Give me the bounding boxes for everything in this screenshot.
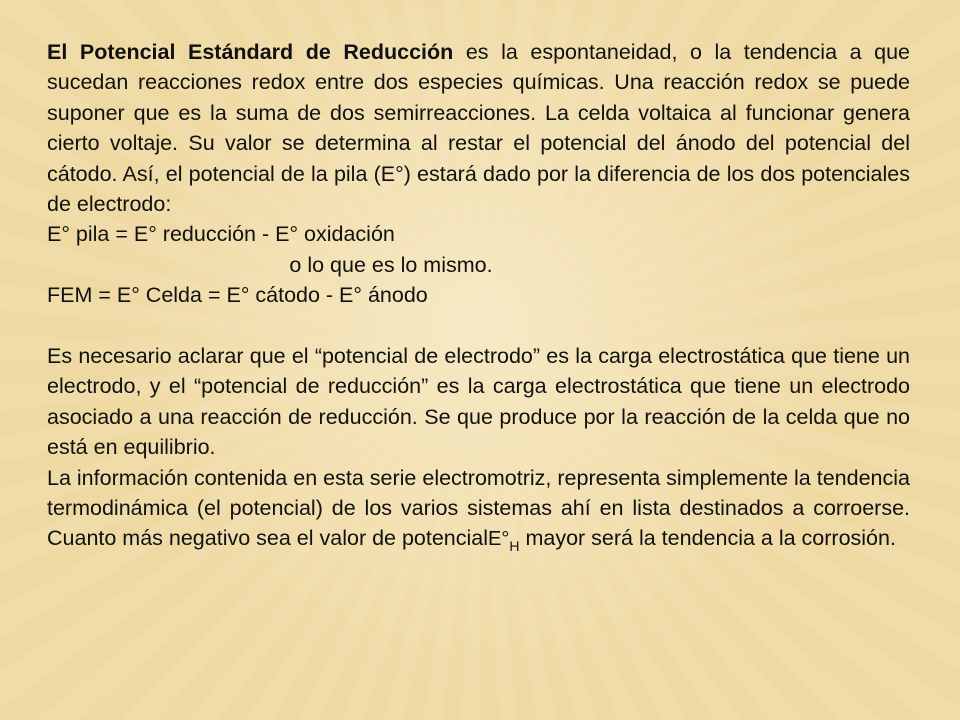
electromotive-series-paragraph [47,463,910,562]
formula-pila: E° pila = E° reducción - E° oxidación [47,222,395,247]
electrode-potential-paragraph: Es necesario aclarar que el “potencial de electrodo” es la carga electrostática que tiene un electrodo, y el “potencial de reducción” es la carga electrostática que tiene un electrodo asociado a una reacción de reducción. Se que produce por la reacción de la celda que no está en equilibrio. [47,344,910,460]
paragraph-spacer [47,311,910,341]
formula-connector: o lo que es lo mismo. [289,252,493,277]
potential-symbol: E° [488,528,510,551]
electromotive-series-tail: mayor será la tendencia a la corrosión. [519,526,896,551]
intro-bold-term: El Potencial Estándard de Reducción [47,40,454,64]
formula-fem: FEM = E° Celda = E° cátodo - E° ánodo [47,283,428,308]
intro-paragraph [47,37,910,219]
potential-subscript: H [509,538,520,555]
electromotive-series-text: La información contenida en esta serie electromotriz, representa simplemente la tendencia termodinámica (el potencial) de los varios sistemas ahí en lista destinados a corroerse. Cuanto más negativo sea el valor de potencial [47,465,910,551]
slide-content [47,37,910,562]
intro-text: es la espontaneidad, o la tendencia a que sucedan reacciones redox entre dos especies químicas. Una reacción redox se puede suponer que es la suma de dos semirreacciones. La celda voltaica al funcionar genera cierto voltaje. Su valor se determina al restar el potencial del ánodo del potencial del cátodo. Así, el potencial de la pila (E°) estará dado por la diferencia de los dos potenciales de electrodo: [47,40,910,217]
